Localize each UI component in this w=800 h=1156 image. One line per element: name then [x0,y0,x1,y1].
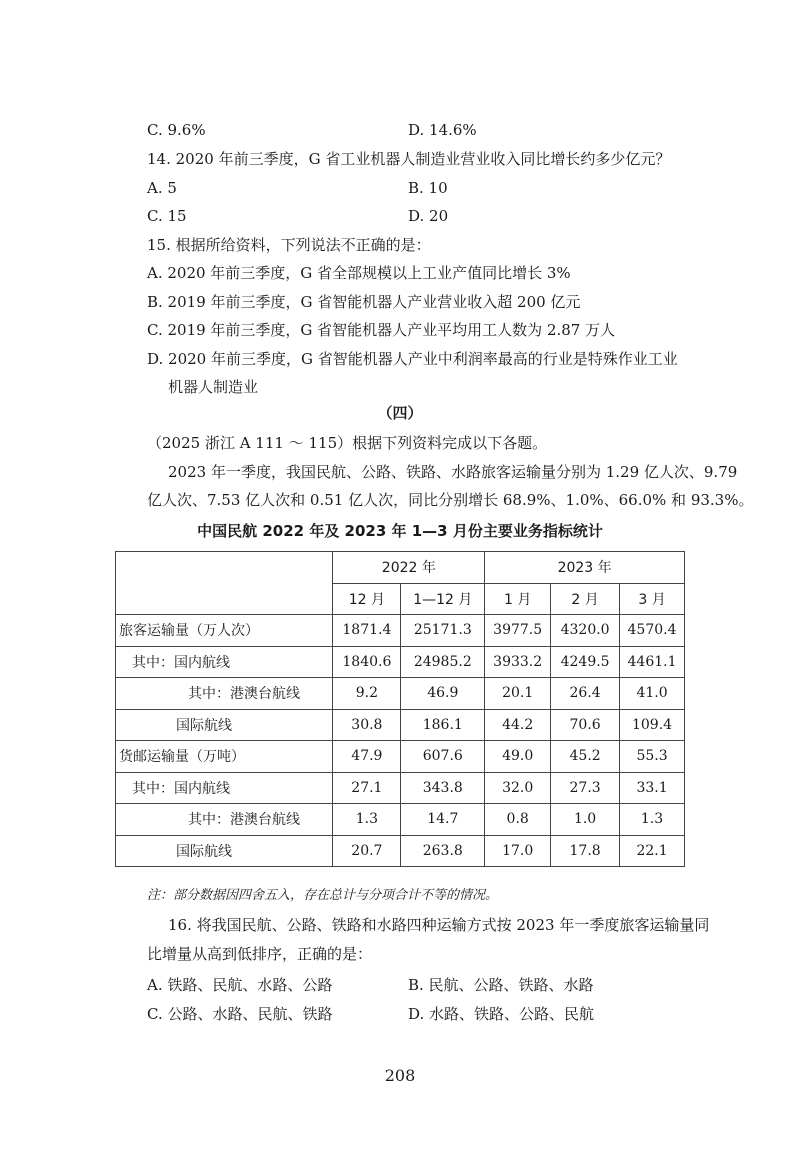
section-intro: （2025 浙江 A 111 ～ 115）根据下列资料完成以下各题。 [147,434,548,452]
q15-option-c: C. 2019 年前三季度，G 省智能机器人产业平均用工人数为 2.87 万人 [147,321,616,339]
table-cell: 41.0 [620,678,685,710]
table-cell: 20.1 [485,678,551,710]
row-label: 其中：国内航线 [116,772,333,804]
table-cell: 14.7 [401,804,485,836]
table-cell: 47.9 [333,741,401,773]
table-row [116,709,685,741]
table-cell: 20.7 [333,835,401,867]
table-row [116,772,685,804]
q15-option-d-cont: 机器人制造业 [168,378,259,396]
page-number: 208 [384,1066,416,1085]
table-cell: 343.8 [401,772,485,804]
table-cell: 4320.0 [551,615,620,647]
table-cell: 1.3 [333,804,401,836]
table-note: 注：部分数据因四舍五入，存在总计与分项合计不等的情况。 [147,888,499,903]
header-year-2022: 2022 年 [333,552,485,584]
table-title: 中国民航 2022 年及 2023 年 1—3 月份主要业务指标统计 [197,522,603,540]
col-header: 12 月 [333,583,401,615]
row-label: 货邮运输量（万吨） [116,741,333,773]
table-row [116,646,685,678]
q14-question: 14. 2020 年前三季度，G 省工业机器人制造业营业收入同比增长约多少亿元？ [147,150,671,168]
row-label: 国际航线 [116,835,333,867]
section-heading: （四） [377,404,423,422]
table-cell: 17.8 [551,835,620,867]
table-cell: 55.3 [620,741,685,773]
table-cell: 607.6 [401,741,485,773]
q15-question: 15. 根据所给资料，下列说法不正确的是： [147,236,431,254]
table-cell: 0.8 [485,804,551,836]
table-cell: 263.8 [401,835,485,867]
q16-option-a: A. 铁路、民航、水路、公路 [147,976,333,994]
table-header-row [116,552,685,584]
q16-option-b: B. 民航、公路、铁路、水路 [408,976,594,994]
q14-option-c: C. 15 [147,207,187,225]
table-cell: 26.4 [551,678,620,710]
table-cell: 4461.1 [620,646,685,678]
table-cell: 30.8 [333,709,401,741]
table-cell: 1.3 [620,804,685,836]
table-cell: 45.2 [551,741,620,773]
table-cell: 27.1 [333,772,401,804]
q15-option-d: D. 2020 年前三季度，G 省智能机器人产业中利润率最高的行业是特殊作业工业 [147,350,678,368]
material-paragraph-line2: 亿人次、7.53 亿人次和 0.51 亿人次，同比分别增长 68.9%、1.0%、66.0% 和 93.3%。 [147,491,754,509]
table-cell: 1840.6 [333,646,401,678]
q14-option-b: B. 10 [408,179,448,197]
q16-question-line1: 16. 将我国民航、公路、铁路和水路四种运输方式按 2023 年一季度旅客运输量同 [168,916,710,934]
table-cell: 25171.3 [401,615,485,647]
table-cell: 27.3 [551,772,620,804]
row-label: 其中：港澳台航线 [116,804,333,836]
col-header: 2 月 [551,583,620,615]
q16-question-line2: 比增量从高到低排序，正确的是： [147,945,373,963]
table-cell: 4249.5 [551,646,620,678]
q15-option-a: A. 2020 年前三季度，G 省全部规模以上工业产值同比增长 3% [147,264,571,282]
q16-option-d: D. 水路、铁路、公路、民航 [408,1005,595,1023]
table-row [116,804,685,836]
table-cell: 32.0 [485,772,551,804]
table-corner-cell [116,552,333,615]
table-cell: 1871.4 [333,615,401,647]
col-header: 3 月 [620,583,685,615]
table-cell: 1.0 [551,804,620,836]
q14-option-d: D. 20 [408,207,449,225]
q14-option-a: A. 5 [147,179,177,197]
q15-option-b: B. 2019 年前三季度，G 省智能机器人产业营业收入超 200 亿元 [147,293,581,311]
col-header: 1—12 月 [401,583,485,615]
table-cell: 109.4 [620,709,685,741]
statistics-table [115,551,685,867]
header-year-2023: 2023 年 [485,552,685,584]
row-label: 旅客运输量（万人次） [116,615,333,647]
table-cell: 3933.2 [485,646,551,678]
table-cell: 44.2 [485,709,551,741]
table-cell: 9.2 [333,678,401,710]
table-cell: 186.1 [401,709,485,741]
q13-option-c: C. 9.6% [147,121,206,139]
row-label: 其中：港澳台航线 [116,678,333,710]
table-cell: 24985.2 [401,646,485,678]
table-row [116,678,685,710]
table-cell: 4570.4 [620,615,685,647]
row-label: 其中：国内航线 [116,646,333,678]
q16-option-c: C. 公路、水路、民航、铁路 [147,1005,333,1023]
table-row [116,835,685,867]
col-header: 1 月 [485,583,551,615]
table-cell: 70.6 [551,709,620,741]
table-cell: 22.1 [620,835,685,867]
table-cell: 3977.5 [485,615,551,647]
q13-option-d: D. 14.6% [408,121,477,139]
table-cell: 33.1 [620,772,685,804]
table-cell: 17.0 [485,835,551,867]
table-cell: 46.9 [401,678,485,710]
row-label: 国际航线 [116,709,333,741]
table-cell: 49.0 [485,741,551,773]
table-row [116,741,685,773]
material-paragraph-line1: 2023 年一季度，我国民航、公路、铁路、水路旅客运输量分别为 1.29 亿人次、9.79 [168,463,738,481]
table-row [116,615,685,647]
